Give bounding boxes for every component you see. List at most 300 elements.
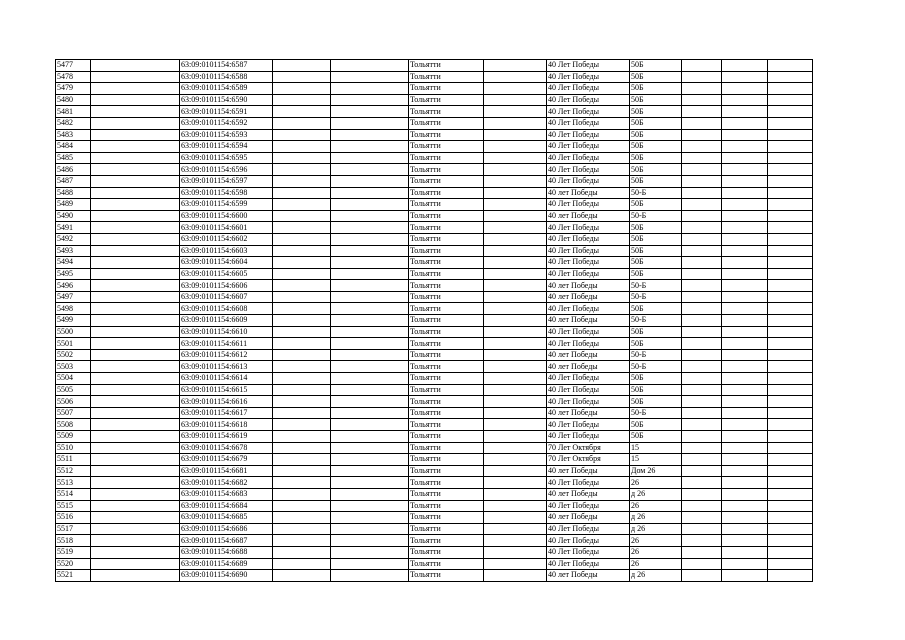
empty-cell [273, 326, 331, 338]
empty-cell [722, 396, 768, 408]
city-cell: Тольятти [409, 83, 484, 95]
city-cell: Тольятти [409, 373, 484, 385]
table-row [56, 210, 813, 222]
house-number-cell: 50Б [630, 222, 682, 234]
empty-cell [331, 477, 409, 489]
house-number-cell: 50Б [630, 117, 682, 129]
empty-cell [682, 535, 722, 547]
empty-cell [722, 431, 768, 443]
empty-cell [91, 349, 180, 361]
table-row [56, 558, 813, 570]
empty-cell [484, 338, 547, 350]
empty-cell [722, 245, 768, 257]
empty-cell [331, 419, 409, 431]
empty-cell [331, 384, 409, 396]
city-cell: Тольятти [409, 268, 484, 280]
empty-cell [682, 338, 722, 350]
empty-cell [91, 558, 180, 570]
cadastral-number-cell: 63:09:0101154:6602 [180, 233, 273, 245]
empty-cell [722, 129, 768, 141]
empty-cell [331, 141, 409, 153]
empty-cell [682, 570, 722, 582]
empty-cell [91, 488, 180, 500]
empty-cell [722, 233, 768, 245]
cadastral-number-cell: 63:09:0101154:6612 [180, 349, 273, 361]
empty-cell [484, 129, 547, 141]
empty-cell [682, 523, 722, 535]
city-cell: Тольятти [409, 419, 484, 431]
table-body [56, 60, 813, 582]
empty-cell [484, 465, 547, 477]
empty-cell [273, 222, 331, 234]
empty-cell [91, 373, 180, 385]
empty-cell [722, 465, 768, 477]
empty-cell [768, 152, 813, 164]
street-cell: 40 Лет Победы [547, 245, 630, 257]
city-cell: Тольятти [409, 60, 484, 72]
empty-cell [91, 535, 180, 547]
empty-cell [273, 349, 331, 361]
table-row [56, 199, 813, 211]
cadastral-number-cell: 63:09:0101154:6594 [180, 141, 273, 153]
empty-cell [722, 199, 768, 211]
empty-cell [768, 60, 813, 72]
row-number-cell: 5502 [56, 349, 91, 361]
empty-cell [273, 535, 331, 547]
house-number-cell: 50-Б [630, 210, 682, 222]
city-cell: Тольятти [409, 129, 484, 141]
empty-cell [484, 199, 547, 211]
table-row [56, 384, 813, 396]
empty-cell [682, 326, 722, 338]
street-cell: 40 Лет Победы [547, 106, 630, 118]
table-row [56, 141, 813, 153]
street-cell: 40 Лет Победы [547, 257, 630, 269]
empty-cell [273, 83, 331, 95]
empty-cell [91, 164, 180, 176]
empty-cell [484, 349, 547, 361]
row-number-cell: 5517 [56, 523, 91, 535]
street-cell: 40 Лет Победы [547, 199, 630, 211]
row-number-cell: 5495 [56, 268, 91, 280]
row-number-cell: 5487 [56, 175, 91, 187]
table-row [56, 222, 813, 234]
empty-cell [331, 71, 409, 83]
empty-cell [273, 488, 331, 500]
empty-cell [682, 60, 722, 72]
empty-cell [722, 558, 768, 570]
empty-cell [722, 94, 768, 106]
empty-cell [484, 419, 547, 431]
empty-cell [273, 384, 331, 396]
empty-cell [768, 523, 813, 535]
empty-cell [273, 291, 331, 303]
empty-cell [331, 361, 409, 373]
street-cell: 40 лет Победы [547, 488, 630, 500]
empty-cell [722, 500, 768, 512]
empty-cell [722, 303, 768, 315]
empty-cell [768, 280, 813, 292]
row-number-cell: 5490 [56, 210, 91, 222]
cadastral-number-cell: 63:09:0101154:6600 [180, 210, 273, 222]
empty-cell [331, 291, 409, 303]
row-number-cell: 5483 [56, 129, 91, 141]
street-cell: 40 Лет Победы [547, 83, 630, 95]
empty-cell [484, 71, 547, 83]
table-row [56, 303, 813, 315]
empty-cell [768, 222, 813, 234]
table-row [56, 164, 813, 176]
empty-cell [273, 431, 331, 443]
empty-cell [91, 210, 180, 222]
row-number-cell: 5504 [56, 373, 91, 385]
street-cell: 40 Лет Победы [547, 326, 630, 338]
city-cell: Тольятти [409, 570, 484, 582]
street-cell: 40 Лет Победы [547, 303, 630, 315]
cadastral-number-cell: 63:09:0101154:6684 [180, 500, 273, 512]
table-row [56, 512, 813, 524]
row-number-cell: 5508 [56, 419, 91, 431]
cadastral-number-cell: 63:09:0101154:6618 [180, 419, 273, 431]
empty-cell [484, 187, 547, 199]
street-cell: 40 Лет Победы [547, 477, 630, 489]
city-cell: Тольятти [409, 303, 484, 315]
empty-cell [273, 419, 331, 431]
house-number-cell: 50Б [630, 384, 682, 396]
cadastral-number-cell: 63:09:0101154:6604 [180, 257, 273, 269]
empty-cell [768, 117, 813, 129]
house-number-cell: 50Б [630, 396, 682, 408]
empty-cell [682, 71, 722, 83]
empty-cell [768, 465, 813, 477]
city-cell: Тольятти [409, 117, 484, 129]
house-number-cell: 50Б [630, 106, 682, 118]
table-row [56, 326, 813, 338]
empty-cell [768, 419, 813, 431]
empty-cell [722, 222, 768, 234]
street-cell: 40 Лет Победы [547, 558, 630, 570]
city-cell: Тольятти [409, 535, 484, 547]
row-number-cell: 5492 [56, 233, 91, 245]
street-cell: 40 Лет Победы [547, 431, 630, 443]
empty-cell [722, 83, 768, 95]
house-number-cell: 50Б [630, 199, 682, 211]
empty-cell [768, 558, 813, 570]
empty-cell [682, 245, 722, 257]
house-number-cell: 50Б [630, 175, 682, 187]
empty-cell [722, 210, 768, 222]
empty-cell [331, 535, 409, 547]
empty-cell [91, 384, 180, 396]
empty-cell [273, 268, 331, 280]
table-row [56, 280, 813, 292]
empty-cell [722, 442, 768, 454]
row-number-cell: 5509 [56, 431, 91, 443]
empty-cell [768, 488, 813, 500]
street-cell: 40 Лет Победы [547, 523, 630, 535]
table-row [56, 129, 813, 141]
house-number-cell: 50Б [630, 60, 682, 72]
empty-cell [91, 175, 180, 187]
street-cell: 40 Лет Победы [547, 129, 630, 141]
city-cell: Тольятти [409, 291, 484, 303]
empty-cell [273, 233, 331, 245]
house-number-cell: 50-Б [630, 407, 682, 419]
street-cell: 40 лет Победы [547, 291, 630, 303]
house-number-cell: 50Б [630, 326, 682, 338]
cadastral-number-cell: 63:09:0101154:6678 [180, 442, 273, 454]
house-number-cell: 50Б [630, 164, 682, 176]
empty-cell [91, 106, 180, 118]
empty-cell [331, 373, 409, 385]
empty-cell [331, 558, 409, 570]
empty-cell [91, 245, 180, 257]
city-cell: Тольятти [409, 558, 484, 570]
empty-cell [682, 373, 722, 385]
empty-cell [331, 280, 409, 292]
empty-cell [91, 407, 180, 419]
house-number-cell: 50Б [630, 268, 682, 280]
row-number-cell: 5513 [56, 477, 91, 489]
empty-cell [331, 500, 409, 512]
empty-cell [722, 187, 768, 199]
empty-cell [722, 257, 768, 269]
empty-cell [91, 222, 180, 234]
empty-cell [91, 570, 180, 582]
cadastral-number-cell: 63:09:0101154:6608 [180, 303, 273, 315]
empty-cell [682, 407, 722, 419]
house-number-cell: 50-Б [630, 187, 682, 199]
empty-cell [484, 303, 547, 315]
row-number-cell: 5485 [56, 152, 91, 164]
city-cell: Тольятти [409, 488, 484, 500]
empty-cell [273, 442, 331, 454]
cadastral-number-cell: 63:09:0101154:6598 [180, 187, 273, 199]
empty-cell [722, 523, 768, 535]
city-cell: Тольятти [409, 500, 484, 512]
house-number-cell: д 26 [630, 570, 682, 582]
empty-cell [682, 512, 722, 524]
empty-cell [484, 175, 547, 187]
empty-cell [722, 315, 768, 327]
row-number-cell: 5482 [56, 117, 91, 129]
empty-cell [722, 512, 768, 524]
cadastral-number-cell: 63:09:0101154:6681 [180, 465, 273, 477]
street-cell: 40 Лет Победы [547, 419, 630, 431]
table-row [56, 175, 813, 187]
table-row [56, 233, 813, 245]
empty-cell [331, 210, 409, 222]
row-number-cell: 5503 [56, 361, 91, 373]
empty-cell [273, 71, 331, 83]
empty-cell [91, 361, 180, 373]
row-number-cell: 5501 [56, 338, 91, 350]
empty-cell [484, 523, 547, 535]
row-number-cell: 5505 [56, 384, 91, 396]
row-number-cell: 5497 [56, 291, 91, 303]
empty-cell [682, 233, 722, 245]
table-row [56, 535, 813, 547]
empty-cell [682, 431, 722, 443]
empty-cell [331, 349, 409, 361]
table-row [56, 268, 813, 280]
empty-cell [273, 315, 331, 327]
table-row [56, 117, 813, 129]
cadastral-number-cell: 63:09:0101154:6683 [180, 488, 273, 500]
empty-cell [484, 233, 547, 245]
table-row [56, 257, 813, 269]
empty-cell [91, 477, 180, 489]
city-cell: Тольятти [409, 361, 484, 373]
empty-cell [273, 175, 331, 187]
street-cell: 40 Лет Победы [547, 268, 630, 280]
city-cell: Тольятти [409, 338, 484, 350]
empty-cell [91, 431, 180, 443]
empty-cell [273, 106, 331, 118]
row-number-cell: 5499 [56, 315, 91, 327]
empty-cell [768, 303, 813, 315]
empty-cell [484, 407, 547, 419]
empty-cell [484, 280, 547, 292]
house-number-cell: 26 [630, 500, 682, 512]
empty-cell [768, 384, 813, 396]
empty-cell [722, 546, 768, 558]
street-cell: 40 лет Победы [547, 361, 630, 373]
empty-cell [273, 94, 331, 106]
empty-cell [91, 257, 180, 269]
city-cell: Тольятти [409, 442, 484, 454]
cadastral-number-cell: 63:09:0101154:6597 [180, 175, 273, 187]
empty-cell [484, 106, 547, 118]
empty-cell [768, 361, 813, 373]
empty-cell [273, 373, 331, 385]
cadastral-number-cell: 63:09:0101154:6603 [180, 245, 273, 257]
empty-cell [91, 500, 180, 512]
city-cell: Тольятти [409, 94, 484, 106]
empty-cell [91, 141, 180, 153]
house-number-cell: 50-Б [630, 280, 682, 292]
cadastral-number-cell: 63:09:0101154:6593 [180, 129, 273, 141]
house-number-cell: 26 [630, 558, 682, 570]
row-number-cell: 5491 [56, 222, 91, 234]
row-number-cell: 5496 [56, 280, 91, 292]
city-cell: Тольятти [409, 431, 484, 443]
street-cell: 40 Лет Победы [547, 546, 630, 558]
empty-cell [682, 199, 722, 211]
street-cell: 40 Лет Победы [547, 500, 630, 512]
row-number-cell: 5500 [56, 326, 91, 338]
city-cell: Тольятти [409, 164, 484, 176]
empty-cell [722, 71, 768, 83]
cadastral-number-cell: 63:09:0101154:6601 [180, 222, 273, 234]
empty-cell [768, 199, 813, 211]
city-cell: Тольятти [409, 175, 484, 187]
empty-cell [722, 60, 768, 72]
cadastral-number-cell: 63:09:0101154:6609 [180, 315, 273, 327]
city-cell: Тольятти [409, 454, 484, 466]
table-row [56, 94, 813, 106]
empty-cell [91, 315, 180, 327]
empty-cell [682, 187, 722, 199]
table-row [56, 431, 813, 443]
empty-cell [682, 465, 722, 477]
empty-cell [682, 222, 722, 234]
table-row [56, 349, 813, 361]
street-cell: 40 лет Победы [547, 512, 630, 524]
house-number-cell: 50Б [630, 152, 682, 164]
empty-cell [682, 477, 722, 489]
empty-cell [722, 268, 768, 280]
empty-cell [722, 349, 768, 361]
house-number-cell: 26 [630, 546, 682, 558]
cadastral-number-cell: 63:09:0101154:6690 [180, 570, 273, 582]
city-cell: Тольятти [409, 477, 484, 489]
empty-cell [273, 303, 331, 315]
street-cell: 40 Лет Победы [547, 164, 630, 176]
empty-cell [331, 326, 409, 338]
empty-cell [768, 268, 813, 280]
row-number-cell: 5506 [56, 396, 91, 408]
house-number-cell: 26 [630, 535, 682, 547]
empty-cell [768, 141, 813, 153]
cadastral-number-cell: 63:09:0101154:6685 [180, 512, 273, 524]
table-row [56, 454, 813, 466]
empty-cell [484, 315, 547, 327]
empty-cell [273, 199, 331, 211]
empty-cell [722, 141, 768, 153]
cadastral-number-cell: 63:09:0101154:6610 [180, 326, 273, 338]
empty-cell [273, 361, 331, 373]
empty-cell [768, 326, 813, 338]
cadastral-number-cell: 63:09:0101154:6613 [180, 361, 273, 373]
cadastral-number-cell: 63:09:0101154:6687 [180, 535, 273, 547]
house-number-cell: 50Б [630, 94, 682, 106]
empty-cell [722, 488, 768, 500]
table-row [56, 523, 813, 535]
empty-cell [331, 396, 409, 408]
empty-cell [484, 94, 547, 106]
table-row [56, 315, 813, 327]
empty-cell [682, 558, 722, 570]
city-cell: Тольятти [409, 396, 484, 408]
table-row [56, 106, 813, 118]
house-number-cell: д 26 [630, 523, 682, 535]
cadastral-number-cell: 63:09:0101154:6688 [180, 546, 273, 558]
empty-cell [484, 488, 547, 500]
empty-cell [484, 477, 547, 489]
empty-cell [91, 396, 180, 408]
house-number-cell: 50Б [630, 233, 682, 245]
empty-cell [273, 454, 331, 466]
empty-cell [331, 546, 409, 558]
empty-cell [682, 141, 722, 153]
empty-cell [484, 257, 547, 269]
empty-cell [331, 60, 409, 72]
row-number-cell: 5498 [56, 303, 91, 315]
row-number-cell: 5507 [56, 407, 91, 419]
empty-cell [722, 280, 768, 292]
empty-cell [91, 442, 180, 454]
house-number-cell: 50Б [630, 257, 682, 269]
empty-cell [682, 349, 722, 361]
city-cell: Тольятти [409, 245, 484, 257]
empty-cell [91, 546, 180, 558]
table-row [56, 407, 813, 419]
empty-cell [91, 60, 180, 72]
city-cell: Тольятти [409, 141, 484, 153]
city-cell: Тольятти [409, 187, 484, 199]
street-cell: 40 Лет Победы [547, 338, 630, 350]
